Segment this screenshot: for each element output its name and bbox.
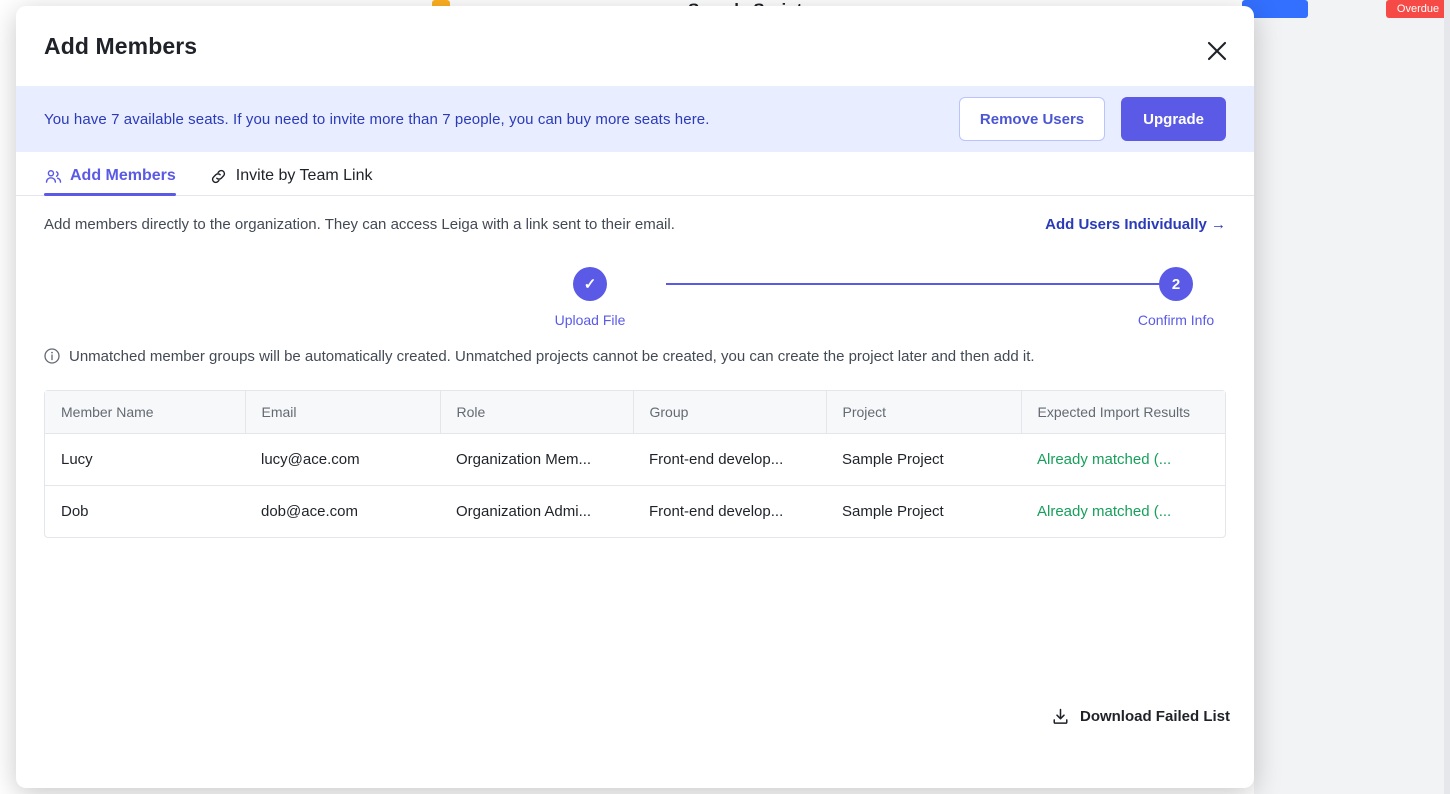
modal-header — [16, 6, 1254, 86]
step-confirm-info-marker: 2 — [1159, 267, 1193, 301]
cell-group: Front-end develop... — [649, 503, 784, 520]
column-header-member-name: Member Name — [45, 391, 245, 434]
column-header-email: Email — [245, 391, 440, 434]
cell-member-name: Dob — [61, 503, 89, 520]
info-icon — [44, 348, 60, 372]
page-scrollbar[interactable] — [1444, 0, 1450, 794]
download-icon — [1051, 707, 1070, 726]
step-upload-file-marker: ✓ — [573, 267, 607, 301]
import-notice — [44, 345, 1226, 372]
column-header-expected-import-results: Expected Import Results — [1021, 391, 1225, 434]
cell-project: Sample Project — [826, 434, 1021, 486]
page-title: Add Members — [44, 32, 198, 59]
table-header-row — [45, 391, 1225, 434]
cell-project: Sample Project — [842, 503, 944, 520]
link-icon — [210, 167, 228, 185]
import-stepper — [315, 267, 1215, 337]
table-row — [45, 434, 1225, 486]
add-users-individually-link[interactable]: Add Users Individually → — [1045, 216, 1226, 233]
step-upload-file-label: Upload File — [554, 312, 626, 328]
download-failed-list-label: Download Failed List — [1079, 708, 1230, 725]
banner-actions — [959, 97, 1226, 141]
cell-group: Front-end develop... — [633, 434, 826, 486]
cell-member-name: Lucy — [45, 434, 245, 486]
table-row — [45, 486, 1225, 538]
cell-email: lucy@ace.com — [245, 434, 440, 486]
step-confirm-info-label: Confirm Info — [1137, 312, 1215, 328]
cell-expected-import-result: Already matched (... — [1021, 434, 1225, 486]
import-notice-text: Unmatched member groups will be automatically created. Unmatched projects cannot be created, you can create the project later and then add it. — [69, 348, 1035, 365]
tab-add-members[interactable] — [44, 167, 176, 195]
column-header-role: Role — [440, 391, 633, 434]
tab-invite-by-team-link[interactable] — [210, 167, 373, 195]
background-overdue-badge: Overdue — [1386, 0, 1450, 18]
seats-banner — [16, 86, 1254, 152]
column-header-project: Project — [826, 391, 1021, 434]
description-row — [16, 196, 1254, 233]
step-confirm-info[interactable] — [1116, 267, 1236, 328]
members-icon — [44, 167, 62, 185]
cell-expected-import-result: Already matched (... — [1037, 503, 1172, 520]
stepper-connector — [666, 283, 1176, 285]
modal-tabs — [16, 152, 1254, 196]
members-preview-table — [44, 390, 1226, 538]
seats-banner-text: You have 7 available seats. If you need to invite more than 7 people, you can buy more seats here. — [44, 110, 710, 128]
tab-invite-by-team-link-label: Invite by Team Link — [235, 167, 373, 184]
column-header-group: Group — [633, 391, 826, 434]
tab-add-members-label: Add Members — [70, 167, 176, 184]
remove-users-button[interactable]: Remove Users — [959, 97, 1105, 141]
step-upload-file[interactable] — [530, 267, 650, 328]
download-failed-list-button[interactable] — [1051, 707, 1230, 726]
close-icon[interactable] — [1202, 36, 1232, 66]
cell-role: Organization Mem... — [440, 434, 633, 486]
upgrade-button[interactable]: Upgrade — [1121, 97, 1226, 141]
add-members-modal — [16, 6, 1254, 788]
cell-role: Organization Admi... — [456, 503, 592, 520]
description-text: Add members directly to the organization. They can access Leiga with a link sent to their email. — [44, 216, 675, 233]
cell-email: dob@ace.com — [261, 503, 358, 520]
